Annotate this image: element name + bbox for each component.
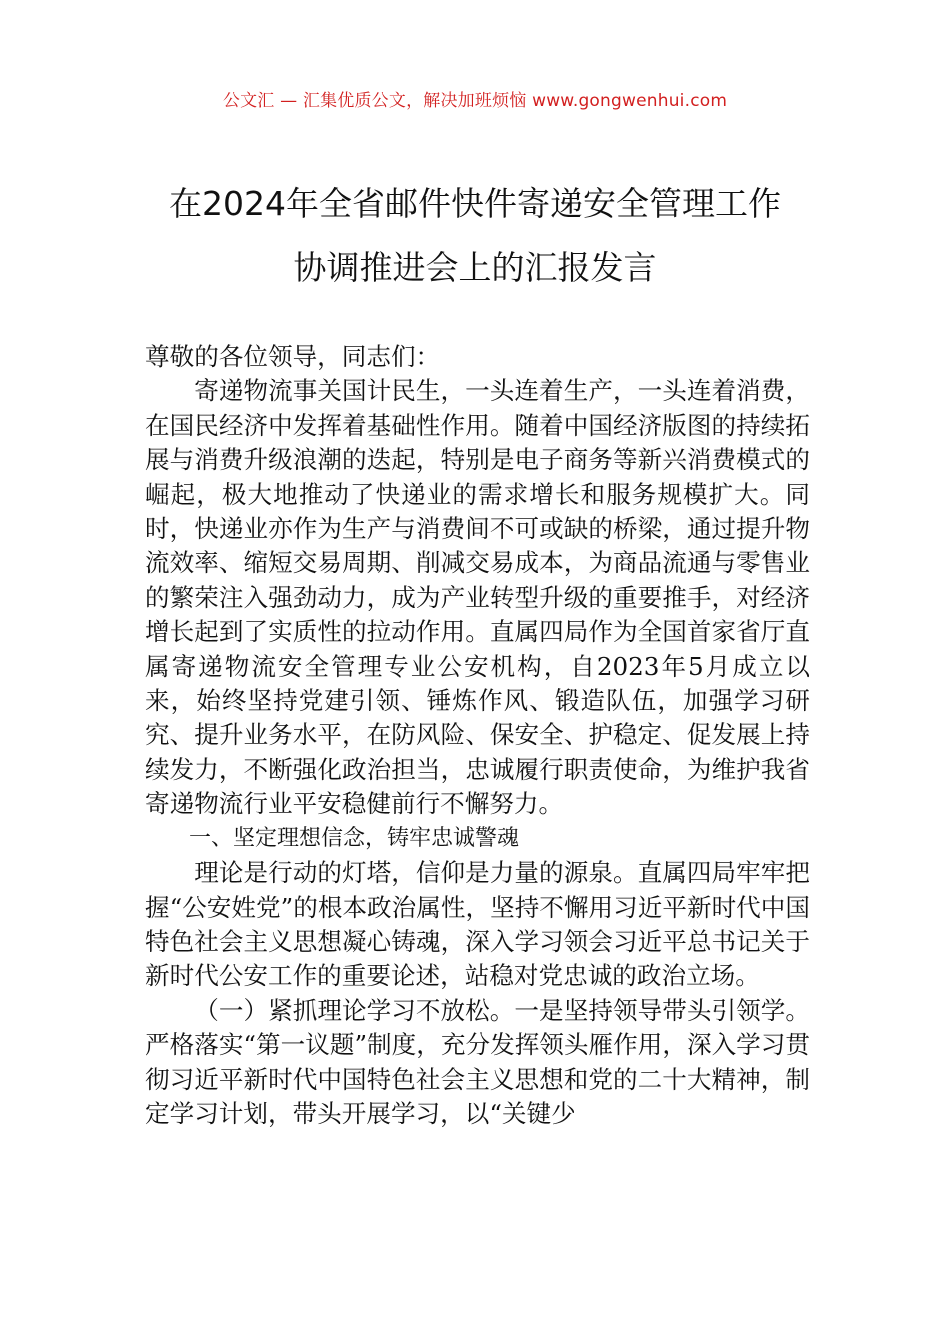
- document-title: [70, 172, 880, 300]
- title-line-1: 在2024年全省邮件快件寄递安全管理工作: [169, 184, 781, 223]
- document-body: [145, 340, 810, 1131]
- salutation: 尊敬的各位领导，同志们：: [145, 342, 441, 371]
- title-line-2: 协调推进会上的汇报发言: [293, 248, 657, 287]
- site-header[interactable]: 公文汇 — 汇集优质公文，解决加班烦恼 www.gongwenhui.com: [222, 91, 728, 111]
- paragraph-subsection-1: （一）紧抓理论学习不放松。一是坚持领导带头引领学。严格落实“第一议题”制度，充分发挥领头雁作用，深入学习贯彻习近平新时代中国特色社会主义思想和党的二十大精神，制定学习计划，带头开展学习，以“关键少: [145, 995, 810, 1128]
- paragraph-section-1: 理论是行动的灯塔，信仰是力量的源泉。直属四局牢牢把握“公安姓党”的根本政治属性，坚持不懈用习近平新时代中国特色社会主义思想凝心铸魂，深入学习领会习近平总书记关于新时代公安工作的重要论述，站稳对党忠诚的政治立场。: [145, 858, 810, 991]
- section-heading-1: 一、坚定理想信念，铸牢忠诚警魂: [189, 825, 520, 851]
- paragraph-intro: 寄递物流事关国计民生，一头连着生产，一头连着消费，在国民经济中发挥着基础性作用。随着中国经济版图的持续拓展与消费升级浪潮的迭起，特别是电子商务等新兴消费模式的崛起，极大地推动了快递业的需求增长和服务规模扩大。同时，快递业亦作为生产与消费间不可或缺的桥梁，通过提升物流效率、缩短交易周期、削减交易成本，为商品流通与零售业的繁荣注入强劲动力，成为产业转型升级的重要推手，对经济增长起到了实质性的拉动作用。直属四局作为全国首家省厅直属寄递物流安全管理专业公安机构，自2023年5月成立以来，始终坚持党建引领、锤炼作风、锻造队伍，加强学习研究、提升业务水平，在防风险、保安全、护稳定、促发展上持续发力，不断强化政治担当，忠诚履行职责使命，为维护我省寄递物流行业平安稳健前行不懈努力。: [145, 376, 810, 819]
